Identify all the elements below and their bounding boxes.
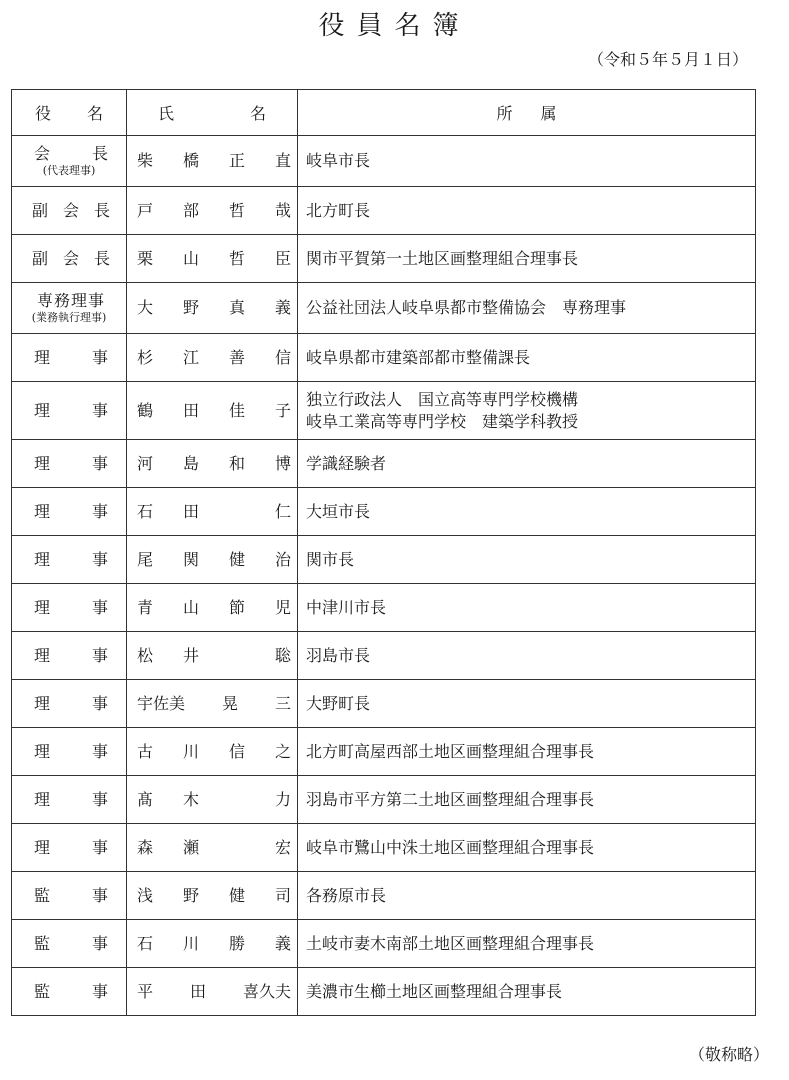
name-cell (127, 382, 298, 440)
name-part: 川 (182, 741, 199, 761)
role-cell (12, 283, 127, 334)
name-part: 勝 (228, 933, 245, 953)
role-char: 監 (34, 885, 51, 905)
name-part: 尾 (137, 549, 154, 569)
role-subtitle: (業務執行理事) (31, 311, 107, 324)
role-subtitle: (代表理事) (42, 164, 96, 177)
name-part: 栗 (137, 248, 154, 268)
affiliation-text: 土岐市妻木南部土地区画整理組合理事長 (306, 933, 595, 953)
table-row (12, 872, 756, 920)
name-part: 橋 (182, 151, 199, 170)
name-cell (127, 136, 298, 187)
name-part: 石 (137, 501, 154, 521)
affiliation-text: 公益社団法人岐阜県都市整備協会 専務理事 (306, 298, 627, 317)
role-char: 監 (34, 933, 51, 953)
role-char: 会 (62, 248, 79, 268)
role-cell (12, 776, 127, 824)
name-part: 髙 (137, 789, 154, 809)
role-char: 長 (93, 200, 110, 220)
header-affiliation (298, 90, 756, 136)
role-cell (12, 968, 127, 1016)
role-char: 事 (91, 501, 108, 521)
role-char: 理 (34, 789, 51, 809)
name-part: 浅 (137, 885, 154, 905)
affiliation-cell (298, 536, 756, 584)
name-part: 信 (228, 741, 245, 761)
name-part: 部 (182, 200, 199, 220)
role-char: 事 (91, 981, 108, 1001)
table-row (12, 283, 756, 334)
role-char: 事 (91, 347, 108, 367)
affiliation-text: 岐阜市鷺山中洙土地区画整理組合理事長 (306, 837, 595, 857)
role-cell (12, 536, 127, 584)
role-char: 事 (91, 789, 108, 809)
affiliation-cell (298, 824, 756, 872)
name-part: 晃 (221, 693, 238, 713)
role-char: 理 (34, 400, 51, 420)
name-part: 関 (182, 549, 199, 569)
role-cell (12, 334, 127, 382)
affiliation-cell (298, 920, 756, 968)
role-char: 理 (34, 693, 51, 713)
role-char: 事 (91, 741, 108, 761)
affiliation-cell (298, 334, 756, 382)
affiliation-cell (298, 283, 756, 334)
name-part: 節 (228, 597, 245, 617)
name-part: 大 (137, 298, 154, 317)
name-part: 島 (182, 453, 199, 473)
name-cell (127, 536, 298, 584)
name-part: 山 (182, 597, 199, 617)
name-cell (127, 776, 298, 824)
name-part: 戸 (137, 200, 154, 220)
name-part: 真 (228, 298, 245, 317)
table-row (12, 536, 756, 584)
name-cell (127, 235, 298, 283)
role-char: 事 (91, 645, 108, 665)
name-part: 喜久夫 (242, 981, 291, 1001)
table-row (12, 584, 756, 632)
role-cell (12, 382, 127, 440)
header-name-char: 名 (250, 104, 267, 123)
name-part: 哲 (228, 248, 245, 268)
affiliation-text: 美濃市生櫛土地区画整理組合理事長 (306, 981, 563, 1001)
name-part: 野 (182, 885, 199, 905)
role-char: 理 (34, 645, 51, 665)
name-part: 古 (137, 741, 154, 761)
affiliation-cell (298, 235, 756, 283)
name-part: 井 (183, 645, 200, 665)
name-part: 聡 (274, 645, 291, 665)
affiliation-cell (298, 776, 756, 824)
role-char: 事 (91, 453, 108, 473)
name-part: 善 (228, 347, 245, 367)
table-row (12, 680, 756, 728)
role-cell (12, 235, 127, 283)
header-role (12, 90, 127, 136)
role-cell (12, 872, 127, 920)
name-part: 石 (137, 933, 154, 953)
name-part: 山 (182, 248, 199, 268)
name-part: 宏 (274, 837, 291, 857)
affiliation-text: 学識経験者 (306, 453, 387, 473)
name-cell (127, 584, 298, 632)
affiliation-cell (298, 872, 756, 920)
name-part: 之 (274, 741, 291, 761)
name-part: 治 (274, 549, 291, 569)
role-char: 事 (91, 693, 108, 713)
name-part: 野 (182, 298, 199, 317)
role-cell (12, 728, 127, 776)
name-part: 信 (274, 347, 291, 367)
name-part (229, 646, 245, 666)
name-cell (127, 920, 298, 968)
name-part: 力 (274, 789, 291, 809)
affiliation-text: 羽島市平方第二土地区画整理組合理事長 (306, 789, 595, 809)
role-char: 事 (91, 549, 108, 569)
role-char: 事 (91, 933, 108, 953)
role-cell (12, 136, 127, 187)
name-part: 直 (274, 151, 291, 170)
document-date: （令和５年５月１日） (587, 50, 748, 69)
name-part: 河 (137, 453, 154, 473)
role-char: 理 (34, 347, 51, 367)
name-part: 田 (183, 501, 200, 521)
affiliation-text: 岐阜市長 (306, 151, 371, 170)
affiliation-cell (298, 488, 756, 536)
affiliation-cell (298, 680, 756, 728)
name-part: 仁 (274, 501, 291, 521)
table-row (12, 382, 756, 440)
header-affiliation-char: 所 (496, 104, 513, 123)
name-part: 柴 (137, 151, 154, 170)
name-cell (127, 632, 298, 680)
name-part: 森 (137, 837, 154, 857)
name-part: 田 (189, 981, 206, 1001)
name-cell (127, 187, 298, 235)
role-char: 理 (34, 597, 51, 617)
table-row (12, 824, 756, 872)
role-char: 長 (93, 248, 110, 268)
affiliation-text: 岐阜県都市建築部都市整備課長 (306, 347, 531, 367)
header-name (127, 90, 298, 136)
role-cell (12, 920, 127, 968)
affiliation-text: 羽島市長 (306, 645, 371, 665)
name-part: 木 (183, 789, 200, 809)
role-char: 事 (91, 400, 108, 420)
role-cell (12, 187, 127, 235)
name-cell (127, 283, 298, 334)
name-part: 佳 (228, 400, 245, 420)
header-role-char: 名 (87, 104, 104, 123)
name-part: 瀬 (183, 837, 200, 857)
honorifics-omitted-note: （敬称略） (688, 1045, 769, 1064)
name-cell (127, 824, 298, 872)
role-char: 長 (91, 144, 108, 163)
affiliation-text: 大野町長 (306, 693, 371, 713)
role-char: 理 (34, 741, 51, 761)
table-row (12, 235, 756, 283)
name-part: 宇佐美 (137, 693, 186, 713)
name-part: 児 (274, 597, 291, 617)
affiliation-text: 関市平賀第一土地区画整理組合理事長 (306, 248, 579, 268)
name-part: 義 (274, 298, 291, 317)
role-cell (12, 632, 127, 680)
affiliation-cell (298, 968, 756, 1016)
affiliation-cell (298, 584, 756, 632)
table-row (12, 632, 756, 680)
role-cell (12, 680, 127, 728)
role-char: 事 (91, 597, 108, 617)
name-part (229, 790, 245, 810)
name-part (229, 838, 245, 858)
role-cell (12, 824, 127, 872)
name-cell (127, 728, 298, 776)
affiliation-text: 北方町長 (306, 200, 371, 220)
affiliation-text: 各務原市長 (306, 885, 387, 905)
role-char: 会 (62, 200, 79, 220)
name-part: 司 (274, 885, 291, 905)
table-row (12, 334, 756, 382)
name-part: 健 (228, 549, 245, 569)
affiliation-cell (298, 136, 756, 187)
table-row (12, 728, 756, 776)
name-cell (127, 968, 298, 1016)
name-part: 杉 (137, 347, 154, 367)
affiliation-text: 北方町高屋西部土地区画整理組合理事長 (306, 741, 595, 761)
role-char: 理 (34, 549, 51, 569)
affiliation-cell (298, 728, 756, 776)
affiliation-cell (298, 632, 756, 680)
header-role-char: 役 (34, 104, 51, 123)
affiliation-cell (298, 187, 756, 235)
name-part (229, 502, 245, 522)
name-part: 哲 (228, 200, 245, 220)
role-cell (12, 488, 127, 536)
page-title: 役員名簿 (318, 11, 471, 41)
role-char: 専務理事 (36, 291, 105, 310)
name-part: 平 (137, 981, 154, 1001)
name-part: 和 (228, 453, 245, 473)
name-part: 正 (228, 151, 245, 170)
header-name-char: 氏 (157, 104, 174, 123)
name-cell (127, 680, 298, 728)
name-cell (127, 334, 298, 382)
header-affiliation-char: 属 (540, 104, 557, 123)
name-cell (127, 488, 298, 536)
role-char: 副 (32, 200, 49, 220)
role-char: 理 (34, 453, 51, 473)
name-part: 川 (182, 933, 199, 953)
name-part: 鶴 (137, 400, 154, 420)
table-header-row (12, 90, 756, 136)
role-char: 事 (91, 885, 108, 905)
affiliation-text: 中津川市長 (306, 597, 387, 617)
role-cell (12, 584, 127, 632)
table-row (12, 776, 756, 824)
name-part: 江 (182, 347, 199, 367)
name-part: 三 (274, 693, 291, 713)
name-part: 哉 (274, 200, 291, 220)
table-row (12, 920, 756, 968)
affiliation-text: 関市長 (306, 549, 355, 569)
name-part: 青 (137, 597, 154, 617)
role-char: 理 (34, 837, 51, 857)
affiliation-text: 独立行政法人 国立高等専門学校機構 岐阜工業高等専門学校 建築学科教授 (306, 389, 579, 431)
table-row (12, 440, 756, 488)
affiliation-cell (298, 382, 756, 440)
table-row (12, 968, 756, 1016)
affiliation-cell (298, 440, 756, 488)
role-char: 事 (91, 837, 108, 857)
name-part: 義 (274, 933, 291, 953)
role-char: 理 (34, 501, 51, 521)
table-row (12, 488, 756, 536)
affiliation-text: 大垣市長 (306, 501, 371, 521)
table-row (12, 187, 756, 235)
role-cell (12, 440, 127, 488)
officer-roster-table (11, 89, 756, 1016)
role-char: 監 (34, 981, 51, 1001)
role-char: 副 (32, 248, 49, 268)
role-char: 会 (34, 144, 51, 163)
name-part: 博 (274, 453, 291, 473)
name-part: 臣 (274, 248, 291, 268)
name-part: 松 (137, 645, 154, 665)
table-row (12, 136, 756, 187)
name-cell (127, 440, 298, 488)
name-part: 健 (228, 885, 245, 905)
name-part: 田 (182, 400, 199, 420)
name-part: 子 (274, 400, 291, 420)
name-cell (127, 872, 298, 920)
